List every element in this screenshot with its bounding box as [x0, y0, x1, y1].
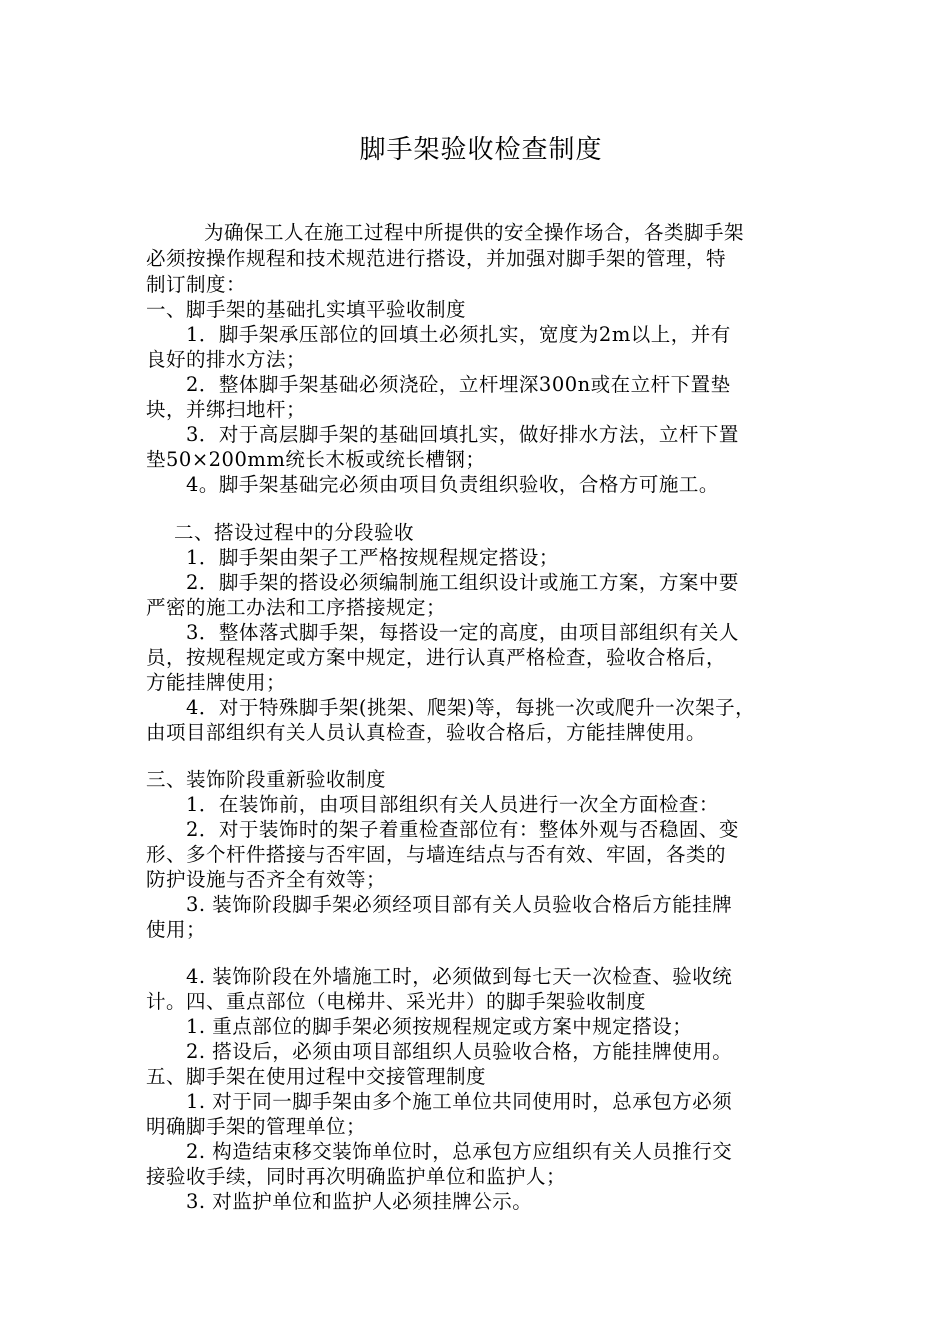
text-line: 使用；	[146, 918, 207, 941]
text-line: 形、多个杆件搭接与否牢固，与墙连结点与否有效、牢固，各类的	[146, 843, 727, 866]
text-line: 2. 搭设后，必须由项目部组织人员验收合格，方能挂牌使用。	[186, 1040, 733, 1063]
text-line: 块，并绑扫地杆；	[146, 398, 307, 421]
text-line: 员，按规程规定或方案中规定，进行认真严格检查，验收合格后，	[146, 646, 727, 669]
text-line: 1．脚手架由架子工严格按规程规定搭设；	[186, 546, 559, 569]
text-line: 2．脚手架的搭设必须编制施工组织设计或施工方案，方案中要	[186, 571, 739, 594]
text-line: 明确脚手架的管理单位；	[146, 1115, 367, 1138]
text-line: 2. 构造结束移交装饰单位时，总承包方应组织有关人员推行交	[186, 1140, 733, 1163]
text-line: 接验收手续，同时再次明确监护单位和监护人；	[146, 1165, 567, 1188]
section-heading: 三、装饰阶段重新验收制度	[146, 768, 387, 791]
text-line: 3. 装饰阶段脚手架必须经项目部有关人员验收合格后方能挂牌	[186, 893, 733, 916]
text-line: 2．整体脚手架基础必须浇砼，立杆埋深300n或在立杆下置垫	[186, 373, 731, 396]
text-line: 由项目部组织有关人员认真检查，验收合格后，方能挂牌使用。	[146, 721, 707, 744]
text-line: 计。四、重点部位（电梯井、采光井）的脚手架验收制度	[146, 990, 647, 1013]
text-line: 1．在装饰前，由项目部组织有关人员进行一次全方面检查：	[186, 793, 719, 816]
section-heading: 一、脚手架的基础扎实填平验收制度	[146, 298, 467, 321]
text-line: 3．整体落式脚手架，每搭设一定的高度，由项目部组织有关人	[186, 621, 739, 644]
text-line: 为确保工人在施工过程中所提供的安全操作场合，各类脚手架	[204, 221, 745, 244]
section-heading: 二、搭设过程中的分段验收	[174, 521, 415, 544]
text-line: 4。脚手架基础完必须由项目负责组织验收，合格方可施工。	[186, 473, 719, 496]
text-line: 必须按操作规程和技术规范进行搭设，并加强对脚手架的管理，特	[146, 247, 727, 270]
text-line: 3. 对监护单位和监护人必须挂牌公示。	[186, 1190, 533, 1213]
text-line: 1．脚手架承压部位的回填土必须扎实，宽度为2m以上，并有	[186, 323, 731, 346]
text-line: 方能挂牌使用；	[146, 671, 287, 694]
document-title: 脚手架验收检查制度	[359, 135, 603, 165]
section-heading: 五、脚手架在使用过程中交接管理制度	[146, 1065, 487, 1088]
text-line: 制订制度：	[146, 273, 247, 296]
text-line: 防护设施与否齐全有效等；	[146, 868, 387, 891]
text-line: 2．对于装饰时的架子着重检查部位有：整体外观与否稳固、变	[186, 818, 739, 841]
text-line: 1. 重点部位的脚手架必须按规程规定或方案中规定搭设；	[186, 1015, 693, 1038]
text-line: 垫50×200mm统长木板或统长槽钢；	[146, 448, 486, 471]
text-line: 4. 装饰阶段在外墙施工时，必须做到每七天一次检查、验收统	[186, 965, 733, 988]
text-line: 良好的排水方法；	[146, 348, 307, 371]
text-line: 3．对于高层脚手架的基础回填扎实，做好排水方法，立杆下置	[186, 423, 739, 446]
text-line: 严密的施工办法和工序搭接规定；	[146, 596, 447, 619]
text-line: 4．对于特殊脚手架(挑架、爬架)等，每挑一次或爬升一次架子，	[186, 696, 756, 719]
text-line: 1. 对于同一脚手架由多个施工单位共同使用时，总承包方必须	[186, 1090, 733, 1113]
